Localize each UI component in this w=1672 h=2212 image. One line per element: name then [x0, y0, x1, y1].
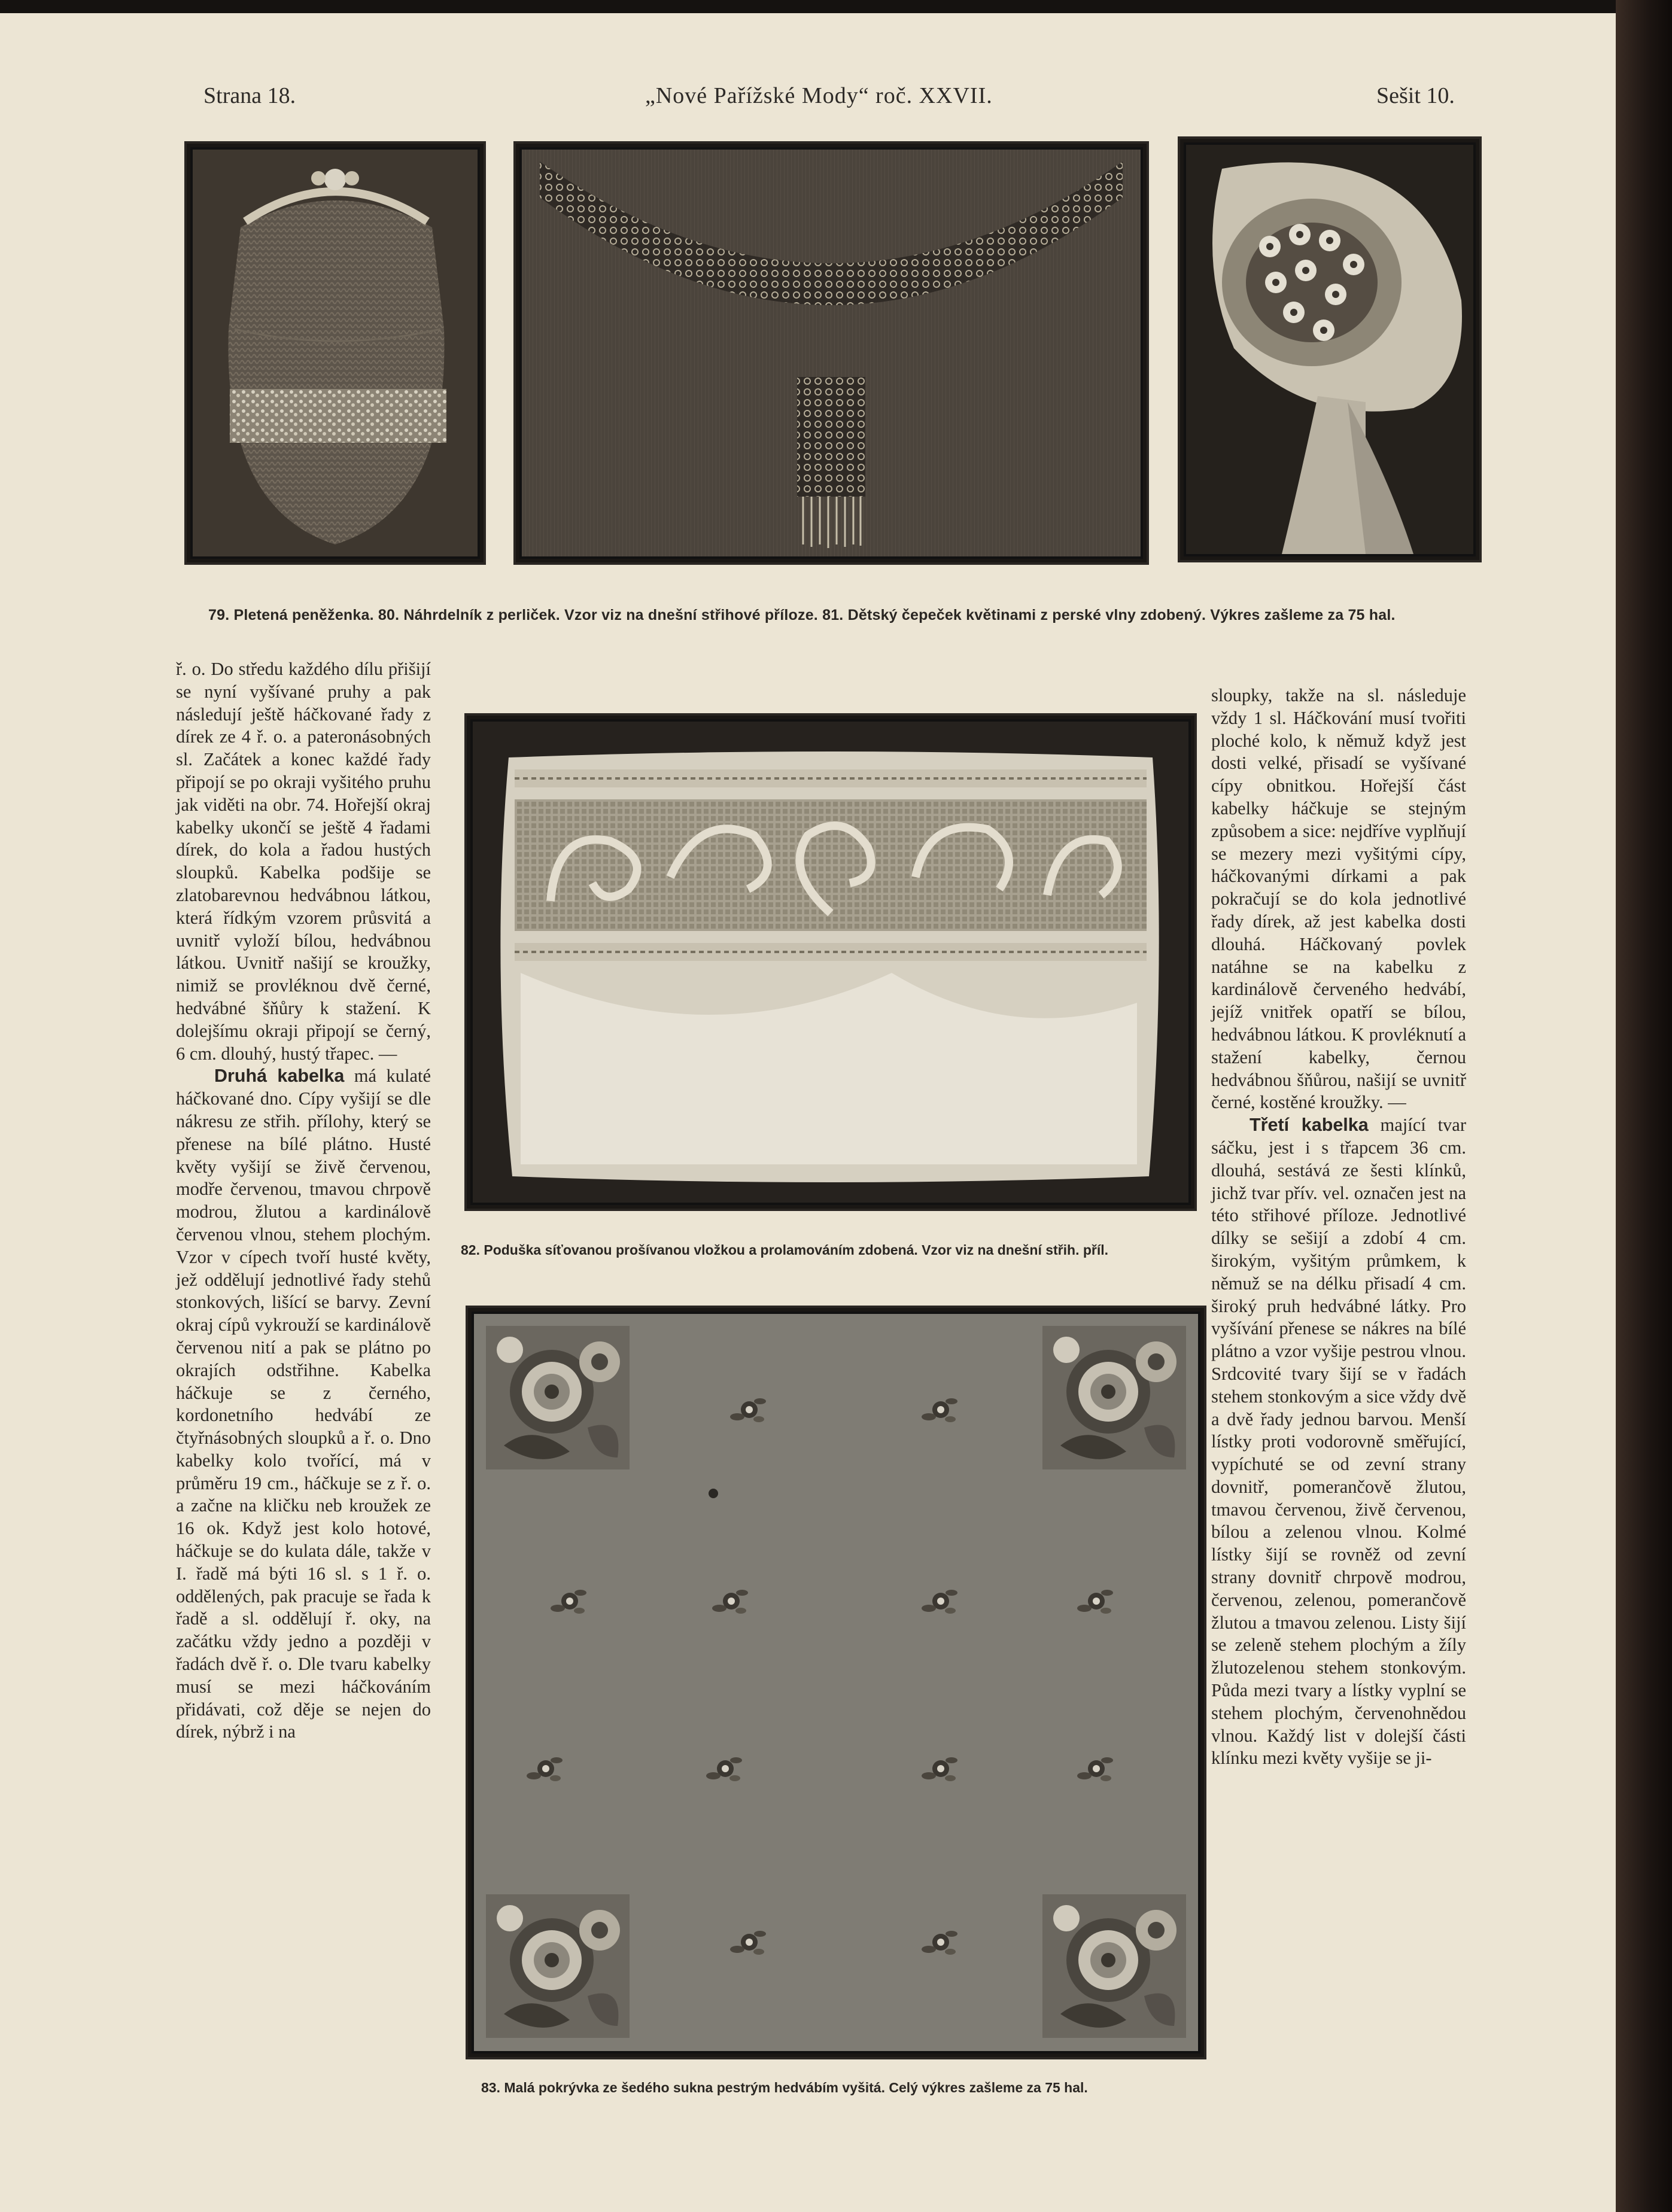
- figure-pillow: [467, 716, 1194, 1209]
- pillow-illustration: [473, 722, 1188, 1203]
- figure-cover: [468, 1308, 1204, 2057]
- figure-purse: [187, 144, 484, 562]
- scan-edge-top: [0, 0, 1652, 13]
- necklace-illustration: [522, 150, 1141, 556]
- journal-title: „Nové Pařížské Mody“ roč. XXVII.: [645, 83, 993, 108]
- second-purse-lead: Druhá kabelka: [214, 1066, 345, 1087]
- running-head: [0, 83, 1652, 118]
- issue-number: Sešit 10.: [1376, 83, 1455, 108]
- purse-illustration: [193, 150, 478, 556]
- cover-illustration: [474, 1314, 1198, 2051]
- left-paragraph-2-text: má kulaté háčkované dno. Cípy vyšijí se dle nákresu ze střih. přílohy, který se přenese na bílé plátno. Husté květy vyšijí se živě červenou, modře červenou, tmavou chrpově modrou, žlutou a kardinálově červenou vlnou, stehem plochým. Vzor v cípech tvoří husté květy, jež oddělují jednotlivé řady stehů stonkových, lišící se barvy. Zevní okraj cípů vykrouží se kardinálově červenou nití a pak se plátno po okrajích odstřihne. Kabelka háčkuje se z černého, kordonetního hedvábí ze čtyřnásobných sloupků a ř. o. Dno kabelky kolo tvořící, má v průměru 19 cm., háčkuje se z ř. o. a začne na kličku neb kroužek ze 16 ok. Když jest kolo hotové, háčkuje se do kulata dále, takže v I. řadě má býti 16 sl. s 1 ř. o. oddělených, pak pracuje se řada k řadě a sl. oddělují ř. oky, na začátku vždy jedno a později v řadách dvě ř. o. Dle tvaru kabelky musí se mezi háčkováním přidávati, což děje se nejen do dírek, nýbrž i na: [176, 1066, 431, 1742]
- third-purse-lead: Třetí kabelka: [1250, 1115, 1369, 1136]
- caption-top: 79. Pletená peněženka. 80. Náhrdelník z perliček. Vzor viz na dnešní střihové příloze. 81. Dětský čepeček květinami z perské vlny zdobený. Výkres zašleme za 75 hal.: [208, 607, 1396, 623]
- caption-pillow: 82. Poduška síťovanou prošívanou vložkou a prolamováním zdobená. Vzor viz na dnešní střih. příl.: [461, 1242, 1109, 1258]
- right-column: [1211, 684, 1466, 1770]
- left-paragraph-1: ř. o. Do středu každého dílu přišijí se nyní vyšívané pruhy a pak následují ještě háčkované řady z dírek ze 4 ř. o. a pateronásobných sl. Začátek a konec každé řady připojí se po okraji vyšitého pruhu jak viděti na obr. 74. Hořejší okraj kabelky ukončí se ještě 4 řadami dírek, do kola a řadou hustých sloupků. Kabelka podšije se zlatobarevnou hedvábnou látkou, která řídkým vzorem průsvitá a uvnitř vyloží bílou, hedvábnou látkou. Uvnitř našijí se kroužky, nimiž se provléknou dvě černé, hedvábné šňůry k stažení. K dolejšímu okraji připojí se černý, 6 cm. dlouhý, hustý třapec. —: [176, 659, 431, 1064]
- right-paragraph-2-text: mající tvar sáčku, jest i s třapcem 36 cm. dlouhá, sestává ze šesti klínků, jichž tvar přív. vel. označen jest na této střihové příloze. Jednotlivé dílky se sešijí a zdobí 4 cm. širokým, vyšitým průmkem, k němuž se na délku přisadí 4 cm. široký pruh hedvábné látky. Pro vyšívání přenese se nákres na bílé plátno a vzor vyšije pestrou vlnou. Srdcovité tvary šijí se v řadách stehem stonkovým a sice vždy dvě a dvě řady jednou barvou. Menší lístky proti vodorovně směřující, vypíchuté se od zevní strany dovnitř, pomerančově žlutou, tmavou červenou, živě červenou, bílou a zelenou vlnou. Kolmé lístky šijí se rovněž od zevní strany dovnitř chrpově modrou, červenou, zelenou, pomerančově žlutou a tmavou zelenou. Listy šijí se zeleně stehem plochým a žíly žlutozelenou stehem stonkovým. Půda mezi tvary a lístky vyplní se stehem plochým, červenohnědou vlnou. Každý list v dolejší části klínku mezi květy vyšije se ji-: [1211, 1115, 1466, 1769]
- caption-cover: 83. Malá pokrývka ze šedého sukna pestrým hedvábím vyšitá. Celý výkres zašleme za 75 hal.: [481, 2080, 1088, 2095]
- right-paragraph-1: sloupky, takže na sl. následuje vždy 1 sl. Háčkování musí tvořiti ploché kolo, k němuž když jest dosti velké, přisadí se vyšívané cípy obnitkou. Hořejší část kabelky háčkuje se stejným způsobem a sice: nejdříve vyplňují se mezery mezi vyšitými cípy, háčkovanými dírkami a pak pokračují se do kola jednotlivé řady dírek, až jest kabelka dosti dlouhá. Háčkovaný povlek natáhne se na kabelku z kardinálově červeného hedvábí, jejíž vnitřek opatří se bílou, hedvábnou látkou. K provléknutí a stažení kabelky, černou hedvábnou šňůrou, našijí se uvnitř černé, kostěné kroužky. —: [1211, 685, 1466, 1113]
- left-column: [176, 658, 431, 1744]
- right-paragraph-2: [1211, 1114, 1466, 1770]
- page-number: Strana 18.: [203, 83, 296, 108]
- figure-bonnet: [1180, 139, 1479, 560]
- figure-necklace: [516, 144, 1147, 562]
- left-paragraph-2: [176, 1065, 431, 1744]
- bonnet-illustration: [1186, 145, 1473, 554]
- scan-binding-edge: [1616, 0, 1672, 2212]
